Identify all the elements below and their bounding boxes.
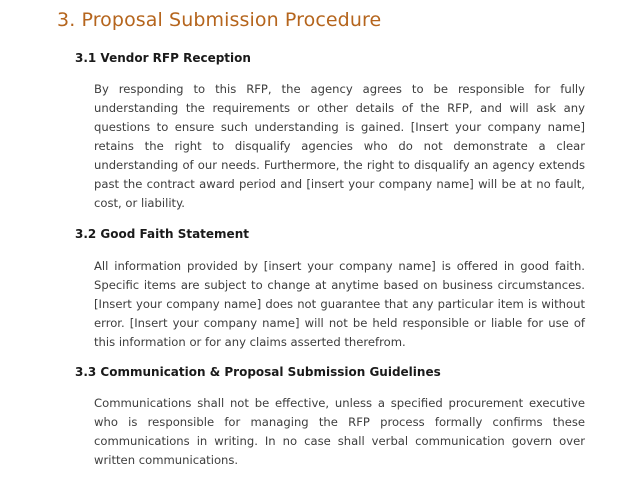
subsection-heading-communication-guidelines: 3.3 Communication & Proposal Submission Guidelines	[75, 365, 441, 379]
subsection-heading-vendor-rfp-reception: 3.1 Vendor RFP Reception	[75, 51, 251, 65]
paragraph-good-faith-statement: All information provided by [insert your company name] is offered in good faith. Specific items are subject to change at anytime based on business circumstances. [Insert your company name] does not guarantee that any particular item is without error. [Insert your company name] will not be held responsible or liable for use of this information or for any claims asserted therefrom.	[94, 259, 585, 349]
section-title: 3. Proposal Submission Procedure	[57, 9, 382, 31]
subsection-heading-good-faith-statement: 3.2 Good Faith Statement	[75, 227, 249, 241]
paragraph-vendor-rfp-reception: By responding to this RFP, the agency agrees to be responsible for fully understanding the requirements or other details of the RFP, and will ask any questions to ensure such understanding is gained. [Insert your company name] retains the right to disqualify agencies who do not demonstrate a clear understanding of our needs. Furthermore, the right to disqualify an agency extends past the contract award period and [insert your company name] will be at no fault, cost, or liability.	[94, 82, 585, 210]
paragraph-communication-guidelines: Communications shall not be effective, unless a specified procurement executive who is responsible for managing the RFP process formally confirms these communications in writing. In no case shall verbal communication govern over written communications.	[94, 396, 585, 467]
